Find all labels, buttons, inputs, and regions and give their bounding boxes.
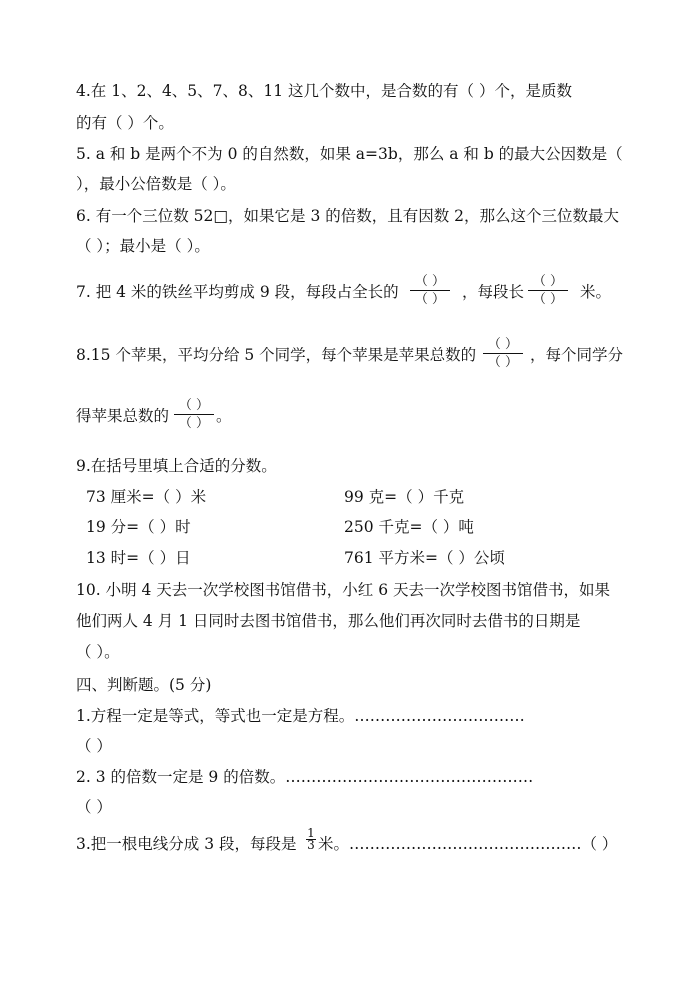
fraction-denominator: （ ） [178,416,210,431]
fraction-bar [483,353,523,354]
q8-line1b: ，每个同学分 [530,346,624,364]
fraction-bar [174,414,214,415]
fraction-denominator: 3 [307,838,315,852]
q9-row1-right: 99 克=（ ）千克 [344,488,465,506]
q7-text-part1: 7. 把 4 米的铁丝平均剪成 9 段，每段占全长的 [76,283,399,301]
judge-item-3-fraction [306,828,316,851]
judge-item-3-part2: 米。………………………………………（ ） [318,835,618,853]
fraction-numerator: （ ） [532,274,564,289]
q9-row2-left: 19 分=（ ）时 [86,518,191,536]
fraction-denominator: （ ） [414,292,446,307]
fraction-numerator: （ ） [178,398,210,413]
judge-item-3-part1: 3.把一根电线分成 3 段，每段是 [76,835,297,853]
section4-title: 四、判断题。(5 分) [76,676,212,694]
q5-line1: 5. a 和 b 是两个不为 0 的自然数，如果 a=3b，那么 a 和 b 的最大公因数是（ [76,145,623,163]
fraction-bar [410,290,450,291]
q8-line2a: 得苹果总数的 [76,407,170,425]
q5-line2: ），最小公倍数是（ ）。 [76,175,236,193]
q8-line1a: 8.15 个苹果，平均分给 5 个同学，每个苹果是苹果总数的 [76,346,477,364]
q7-text-part3: 米。 [580,283,612,301]
fraction-denominator: （ ） [532,292,564,307]
q9-row3-left: 13 时=（ ）日 [86,549,191,567]
q8-fraction-2 [174,398,214,431]
fraction-denominator: （ ） [487,355,519,370]
q4-line2: 的有（ ）个。 [76,114,174,132]
fraction-numerator: （ ） [414,274,446,289]
q7-fraction-1 [410,274,450,307]
q7-text-part2: ，每段长 [462,283,525,301]
q10-line1: 10. 小明 4 天去一次学校图书馆借书，小红 6 天去一次学校图书馆借书，如果 [76,581,611,599]
q8-line2b: 。 [216,407,232,425]
judge-item-1-answer: （ ） [76,737,112,755]
fraction-numerator: （ ） [487,337,519,352]
q10-line2: 他们两人 4 月 1 日同时去图书馆借书，那么他们再次同时去借书的日期是 [76,612,581,630]
q7-fraction-2 [528,274,568,307]
q9-row3-right: 761 平方米=（ ）公顷 [344,549,505,567]
judge-item-2-text: 2. 3 的倍数一定是 9 的倍数。………………………………………… [76,768,534,786]
q9-title: 9.在括号里填上合适的分数。 [76,457,277,475]
judge-item-2-answer: （ ） [76,798,112,816]
q10-line3: （ ）。 [76,643,120,661]
fraction-numerator: 1 [307,826,315,840]
judge-item-1-text: 1.方程一定是等式，等式也一定是方程。…………………………… [76,707,525,725]
q8-fraction-1 [483,337,523,370]
fraction-bar [528,290,568,291]
q6-line1: 6. 有一个三位数 52□，如果它是 3 的倍数，且有因数 2，那么这个三位数最大 [76,207,620,225]
q9-row2-right: 250 千克=（ ）吨 [344,518,474,536]
q4-line1: 4.在 1、2、4、5、7、8、11 这几个数中，是合数的有（ ）个，是质数 [76,82,572,100]
q6-line2: （ ）；最小是（ ）。 [76,237,210,255]
q9-row1-left: 73 厘米=（ ）米 [86,488,207,506]
